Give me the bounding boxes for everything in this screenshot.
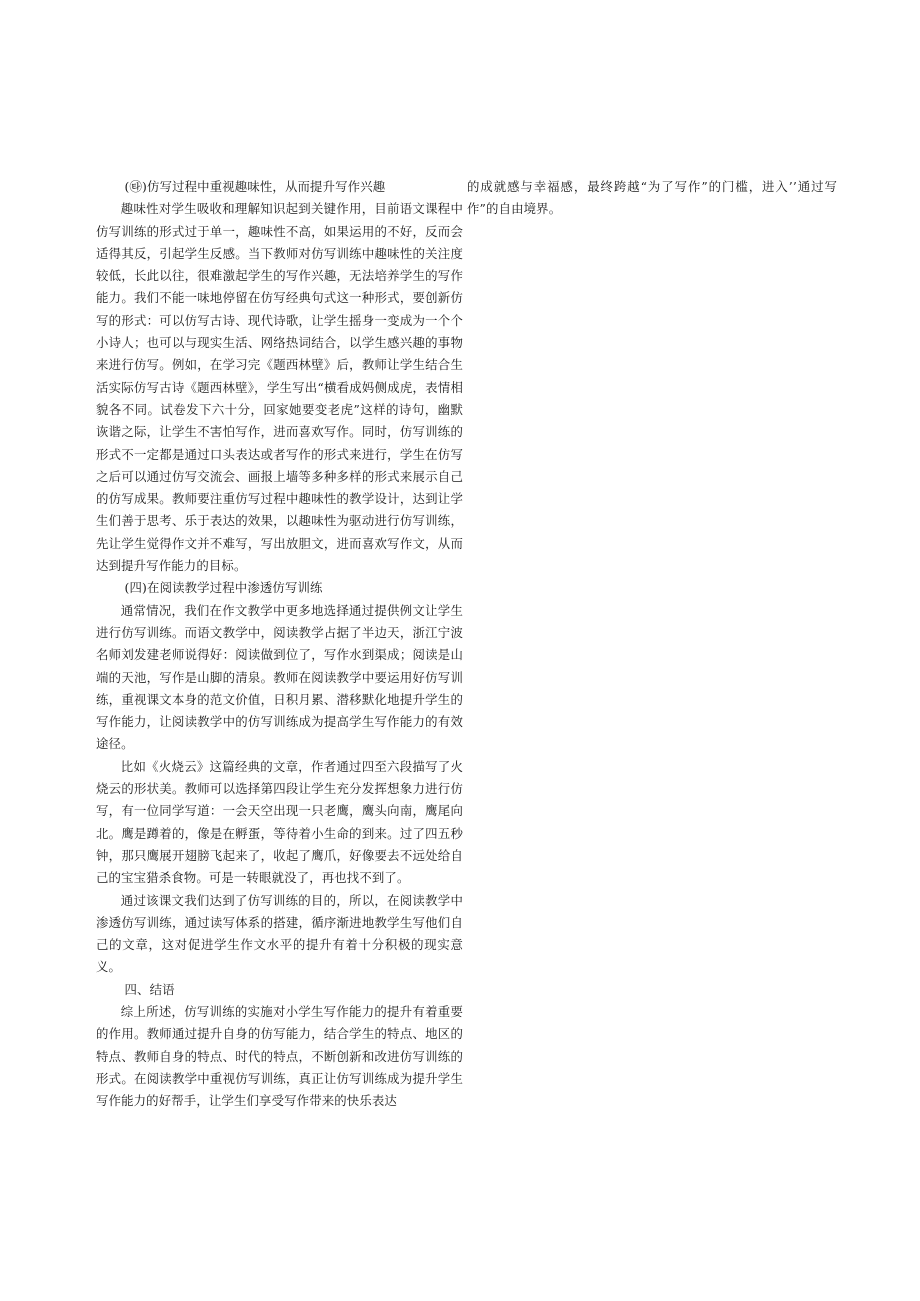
body-paragraph: 通常情况，我们在作文教学中更多地选择通过提供例文让学生进行仿写训练。而语文教学中，阅读教学占据了半边天，浙江宁波名师刘发建老师说得好：阅读做到位了，写作水到渠成；阅读是山端的天池，写作是山脚的清泉。教师在阅读教学中要运用好仿写训练，重视课文本身的范文价值，日积月累、潜移默化地提升学生的写作能力，让阅读教学中的仿写训练成为提高学生写作能力的有效途径。 — [96, 602, 463, 752]
section-heading-4: (四)在阅读教学过程中渗透仿写训练 — [124, 580, 323, 596]
right-column — [467, 176, 837, 221]
body-paragraph: 通过该课文我们达到了仿写训练的目的，所以，在阅读教学中渗透仿写训练，通过读写体系的搭建，循序渐进地教学生写他们自己的文章，这对促进学生作文水平的提升有着十分积极的现实意义。 — [96, 892, 463, 975]
body-paragraph: 比如《火烧云》这篇经典的文章，作者通过四至六段描写了火烧云的形状美。教师可以选择第四段让学生充分发挥想象力进行仿写，有一位同学写道：一会天空出现一只老鹰，鹰头向南，鹰尾向北。鹰是蹲着的，像是在孵蛋，等待着小生命的到来。过了四五秒钟，那只鹰展开翅膀飞起来了，收起了鹰爪，好像要去不远处给自己的宝宝猎杀食物。可是一转眼就没了，再也找不到了。 — [96, 758, 463, 886]
body-paragraph-continuation: 的成就感与幸福感，最终跨越“为了写作”的门槛，进入’’通过写作”的自由境界。 — [467, 179, 837, 217]
section-heading-conclusion: 四、结语 — [124, 981, 175, 997]
body-paragraph: 趣味性对学生吸收和理解知识起到关键作用，目前语文课程中仿写训练的形式过于单一，趣味性不高，如果运用的不好，反而会适得其反，引起学生反感。当下教师对仿写训练中趣味性的关注度较低，长此以往，很难激起学生的写作兴趣，无法培养学生的写作能力。我们不能一味地停留在仿写经典句式这一种形式，要创新仿写的形式：可以仿写古诗、现代诗歌，让学生摇身一变成为一个个小诗人；也可以与现实生活、网络热词结合，以学生感兴趣的事物来进行仿写。例如，在学习完《题西林壁》后，教师让学生结合生活实际仿写古诗《题西林壁》，学生写出“横看成妈侧成虎，表情相貌各不同。试卷发下六十分，回家她要变老虎”这样的诗句，幽默诙谐之际，让学生不害怕写作，进而喜欢写作。同时，仿写训练的形式不一定都是通过口头表达或者写作的形式来进行，学生在仿写之后可以通过仿写交流会、画报上墙等多种多样的形式来展示自己的仿写成果。教师要注重仿写过程中趣味性的教学设计，达到让学生们善于思考、乐于表达的效果，以趣味性为驱动进行仿写训练，先让学生觉得作文并不难写，写出放胆文，进而喜欢写作文，从而达到提升写作能力的目标。 — [96, 201, 463, 574]
body-paragraph: 综上所述，仿写训练的实施对小学生写作能力的提升有着重要的作用。教师通过提升自身的仿写能力，结合学生的特点、地区的特点、教师自身的特点、时代的特点，不断创新和改进仿写训练的形式。在阅读教学中重视仿写训练，真正让仿写训练成为提升学生写作能力的好帮手，让学生们享受写作带来的快乐表达 — [96, 1003, 463, 1109]
left-column — [96, 176, 463, 1112]
section-heading-3: (㉹)仿写过程中重视趣味性，从而提升写作兴趣 — [124, 179, 386, 194]
